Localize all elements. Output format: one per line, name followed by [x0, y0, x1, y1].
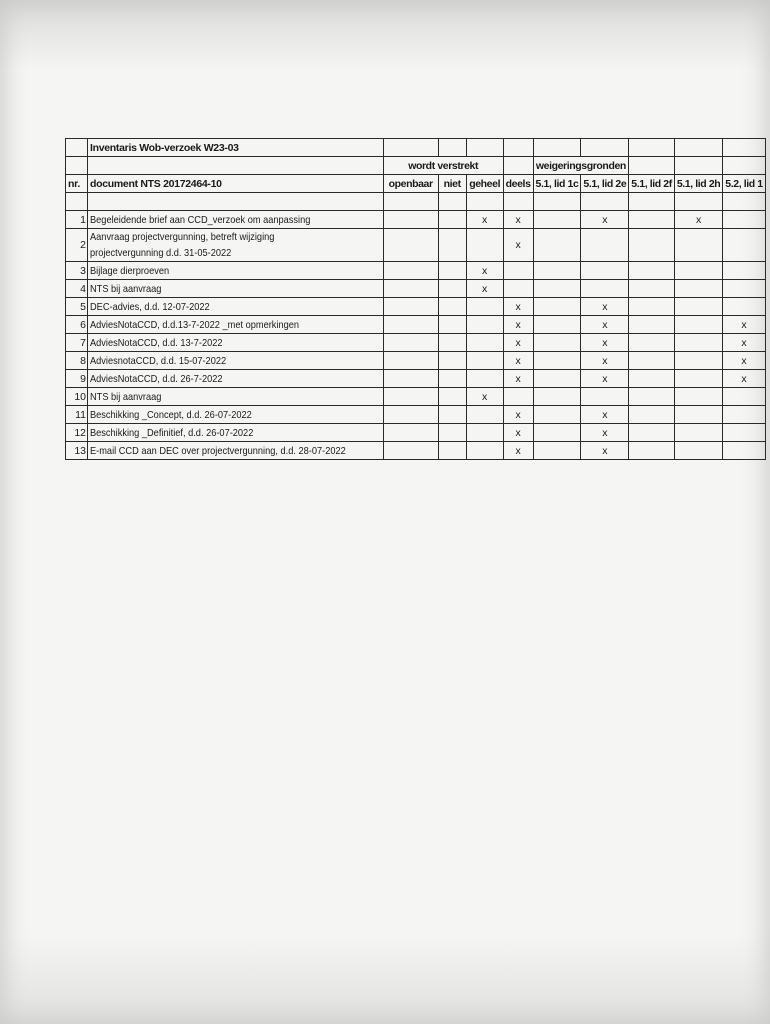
- document-cell: [88, 442, 384, 460]
- document-name: E-mail CCD aan DEC over projectvergunning, d.d. 28-07-2022: [90, 444, 346, 457]
- document-cell: [88, 280, 384, 298]
- mark-g512h: [674, 334, 722, 352]
- col-header-5-2-lid-1: 5.2, lid 1: [723, 175, 765, 193]
- mark-geheel: [466, 442, 503, 460]
- mark-g511c: [533, 229, 581, 262]
- group-header-wordt-verstrekt: wordt verstrekt: [383, 157, 503, 175]
- table-row: [66, 316, 766, 334]
- mark-g521: x: [723, 316, 765, 334]
- mark-niet: [438, 280, 466, 298]
- row-number: 3: [66, 262, 88, 280]
- mark-openbaar: [383, 280, 438, 298]
- column-header-row: [66, 175, 766, 193]
- mark-g512e: x: [581, 298, 629, 316]
- mark-geheel: [466, 334, 503, 352]
- table-row: [66, 262, 766, 280]
- mark-deels: x: [503, 334, 533, 352]
- mark-g512f: [629, 352, 675, 370]
- table-row: [66, 406, 766, 424]
- document-name: DEC-advies, d.d. 12-07-2022: [90, 300, 210, 313]
- mark-g512e: x: [581, 442, 629, 460]
- mark-g521: x: [723, 370, 765, 388]
- mark-g511c: [533, 262, 581, 280]
- mark-deels: x: [503, 298, 533, 316]
- mark-g511c: [533, 211, 581, 229]
- document-cell: [88, 262, 384, 280]
- mark-g512f: [629, 388, 675, 406]
- mark-niet: [438, 334, 466, 352]
- table-row: [66, 352, 766, 370]
- mark-openbaar: [383, 316, 438, 334]
- mark-niet: [438, 406, 466, 424]
- table-row: [66, 298, 766, 316]
- document-name: Beschikking _Definitief, d.d. 26-07-2022: [90, 426, 254, 439]
- mark-openbaar: [383, 370, 438, 388]
- mark-g512f: [629, 262, 675, 280]
- table-row: [66, 442, 766, 460]
- mark-niet: [438, 298, 466, 316]
- col-header-5-1-lid-2h: 5.1, lid 2h: [674, 175, 722, 193]
- mark-deels: x: [503, 316, 533, 334]
- mark-g512e: x: [581, 406, 629, 424]
- row-number: 12: [66, 424, 88, 442]
- mark-g512e: x: [581, 370, 629, 388]
- scan-shadow-top: [0, 0, 770, 70]
- table-row: [66, 424, 766, 442]
- mark-niet: [438, 211, 466, 229]
- col-header-geheel: geheel: [466, 175, 503, 193]
- row-number: 7: [66, 334, 88, 352]
- mark-g512h: [674, 298, 722, 316]
- mark-g512h: [674, 229, 722, 262]
- mark-openbaar: [383, 424, 438, 442]
- document-cell: [88, 229, 384, 262]
- table-row: [66, 280, 766, 298]
- mark-deels: x: [503, 352, 533, 370]
- mark-g511c: [533, 298, 581, 316]
- row-number: 11: [66, 406, 88, 424]
- mark-geheel: [466, 352, 503, 370]
- col-header-document: document NTS 20172464-10: [88, 175, 384, 193]
- mark-g512h: [674, 352, 722, 370]
- mark-g511c: [533, 442, 581, 460]
- mark-g512h: [674, 316, 722, 334]
- mark-niet: [438, 388, 466, 406]
- mark-g512f: [629, 370, 675, 388]
- mark-g512f: [629, 229, 675, 262]
- document-cell: [88, 334, 384, 352]
- mark-geheel: x: [466, 262, 503, 280]
- group-header-row: [66, 157, 766, 175]
- mark-g512f: [629, 334, 675, 352]
- document-cell: [88, 352, 384, 370]
- row-number: 10: [66, 388, 88, 406]
- mark-deels: x: [503, 229, 533, 262]
- mark-geheel: x: [466, 388, 503, 406]
- col-header-niet: niet: [438, 175, 466, 193]
- document-name: AdviesNotaCCD, d.d. 13-7-2022: [90, 336, 223, 349]
- mark-niet: [438, 229, 466, 262]
- mark-g512h: [674, 280, 722, 298]
- document-name: AdviesnotaCCD, d.d. 15-07-2022: [90, 354, 227, 367]
- mark-geheel: x: [466, 211, 503, 229]
- mark-g521: [723, 211, 765, 229]
- mark-g512e: x: [581, 334, 629, 352]
- mark-g512e: x: [581, 352, 629, 370]
- document-name: Bijlage dierproeven: [90, 264, 170, 277]
- mark-g521: [723, 280, 765, 298]
- document-name: Beschikking _Concept, d.d. 26-07-2022: [90, 408, 252, 421]
- mark-niet: [438, 316, 466, 334]
- mark-g512f: [629, 316, 675, 334]
- mark-g511c: [533, 334, 581, 352]
- mark-g521: [723, 388, 765, 406]
- mark-g512f: [629, 211, 675, 229]
- mark-geheel: [466, 406, 503, 424]
- mark-g512h: [674, 262, 722, 280]
- col-header-5-1-lid-2e: 5.1, lid 2e: [581, 175, 629, 193]
- mark-g512h: [674, 442, 722, 460]
- mark-g511c: [533, 406, 581, 424]
- mark-g512h: [674, 424, 722, 442]
- mark-openbaar: [383, 298, 438, 316]
- mark-deels: [503, 280, 533, 298]
- mark-openbaar: [383, 229, 438, 262]
- mark-geheel: [466, 316, 503, 334]
- mark-g512e: [581, 388, 629, 406]
- row-number: 2: [66, 229, 88, 262]
- document-cell: [88, 406, 384, 424]
- mark-openbaar: [383, 334, 438, 352]
- col-header-openbaar: openbaar: [383, 175, 438, 193]
- mark-g511c: [533, 352, 581, 370]
- mark-openbaar: [383, 442, 438, 460]
- mark-g512f: [629, 424, 675, 442]
- mark-g512h: x: [674, 211, 722, 229]
- mark-openbaar: [383, 352, 438, 370]
- mark-deels: x: [503, 211, 533, 229]
- row-number: 9: [66, 370, 88, 388]
- row-number: 4: [66, 280, 88, 298]
- mark-g511c: [533, 370, 581, 388]
- mark-g512e: x: [581, 424, 629, 442]
- table-row: [66, 211, 766, 229]
- mark-niet: [438, 352, 466, 370]
- mark-g512h: [674, 388, 722, 406]
- mark-g512h: [674, 406, 722, 424]
- mark-deels: x: [503, 442, 533, 460]
- mark-g512e: [581, 262, 629, 280]
- spacer-row: [66, 193, 766, 211]
- mark-deels: [503, 388, 533, 406]
- col-header-5-1-lid-1c: 5.1, lid 1c: [533, 175, 581, 193]
- mark-g521: [723, 406, 765, 424]
- mark-g512f: [629, 406, 675, 424]
- document-cell: [88, 388, 384, 406]
- mark-g511c: [533, 280, 581, 298]
- col-header-5-1-lid-2f: 5.1, lid 2f: [629, 175, 675, 193]
- mark-niet: [438, 424, 466, 442]
- title-row: [66, 139, 766, 157]
- table-row: [66, 370, 766, 388]
- mark-geheel: x: [466, 280, 503, 298]
- mark-g512f: [629, 298, 675, 316]
- mark-g512e: [581, 280, 629, 298]
- mark-openbaar: [383, 388, 438, 406]
- table-row: [66, 388, 766, 406]
- col-header-nr: nr.: [66, 175, 88, 193]
- mark-g521: [723, 229, 765, 262]
- mark-openbaar: [383, 262, 438, 280]
- row-number: 6: [66, 316, 88, 334]
- mark-g521: [723, 442, 765, 460]
- mark-g521: [723, 298, 765, 316]
- group-header-weigeringsgronden: weigeringsgronden: [533, 157, 629, 175]
- document-name: AdviesNotaCCD, d.d.13-7-2022 _met opmerkingen: [90, 318, 300, 331]
- document-cell: [88, 424, 384, 442]
- mark-openbaar: [383, 211, 438, 229]
- mark-g512h: [674, 370, 722, 388]
- mark-g511c: [533, 424, 581, 442]
- mark-niet: [438, 442, 466, 460]
- mark-g521: [723, 424, 765, 442]
- mark-g511c: [533, 388, 581, 406]
- col-header-deels: deels: [503, 175, 533, 193]
- mark-g512f: [629, 280, 675, 298]
- mark-g521: [723, 262, 765, 280]
- document-name: Aanvraag projectvergunning, betreft wijziging projectvergunning d.d. 31-05-2022: [90, 231, 275, 259]
- mark-g512e: x: [581, 316, 629, 334]
- mark-geheel: [466, 370, 503, 388]
- mark-geheel: [466, 229, 503, 262]
- mark-g512f: [629, 442, 675, 460]
- mark-geheel: [466, 424, 503, 442]
- document-cell: [88, 298, 384, 316]
- mark-deels: x: [503, 370, 533, 388]
- inventory-title: Inventaris Wob-verzoek W23-03: [88, 139, 384, 157]
- inventory-table: [65, 138, 766, 460]
- mark-niet: [438, 262, 466, 280]
- mark-g521: x: [723, 352, 765, 370]
- document-cell: [88, 211, 384, 229]
- row-number: 8: [66, 352, 88, 370]
- mark-g511c: [533, 316, 581, 334]
- table-row: [66, 229, 766, 262]
- table-row: [66, 334, 766, 352]
- row-number: 13: [66, 442, 88, 460]
- mark-deels: x: [503, 406, 533, 424]
- mark-niet: [438, 370, 466, 388]
- mark-deels: [503, 262, 533, 280]
- mark-g512e: x: [581, 211, 629, 229]
- document-name: NTS bij aanvraag: [90, 390, 162, 403]
- mark-geheel: [466, 298, 503, 316]
- mark-openbaar: [383, 406, 438, 424]
- mark-deels: x: [503, 424, 533, 442]
- document-name: Begeleidende brief aan CCD_verzoek om aanpassing: [90, 213, 311, 226]
- document-cell: [88, 316, 384, 334]
- scan-shadow-bottom: [0, 934, 770, 1024]
- row-number: 1: [66, 211, 88, 229]
- document-name: AdviesNotaCCD, d.d. 26-7-2022: [90, 372, 223, 385]
- document-cell: [88, 370, 384, 388]
- mark-g521: x: [723, 334, 765, 352]
- row-number: 5: [66, 298, 88, 316]
- document-name: NTS bij aanvraag: [90, 282, 162, 295]
- mark-g512e: [581, 229, 629, 262]
